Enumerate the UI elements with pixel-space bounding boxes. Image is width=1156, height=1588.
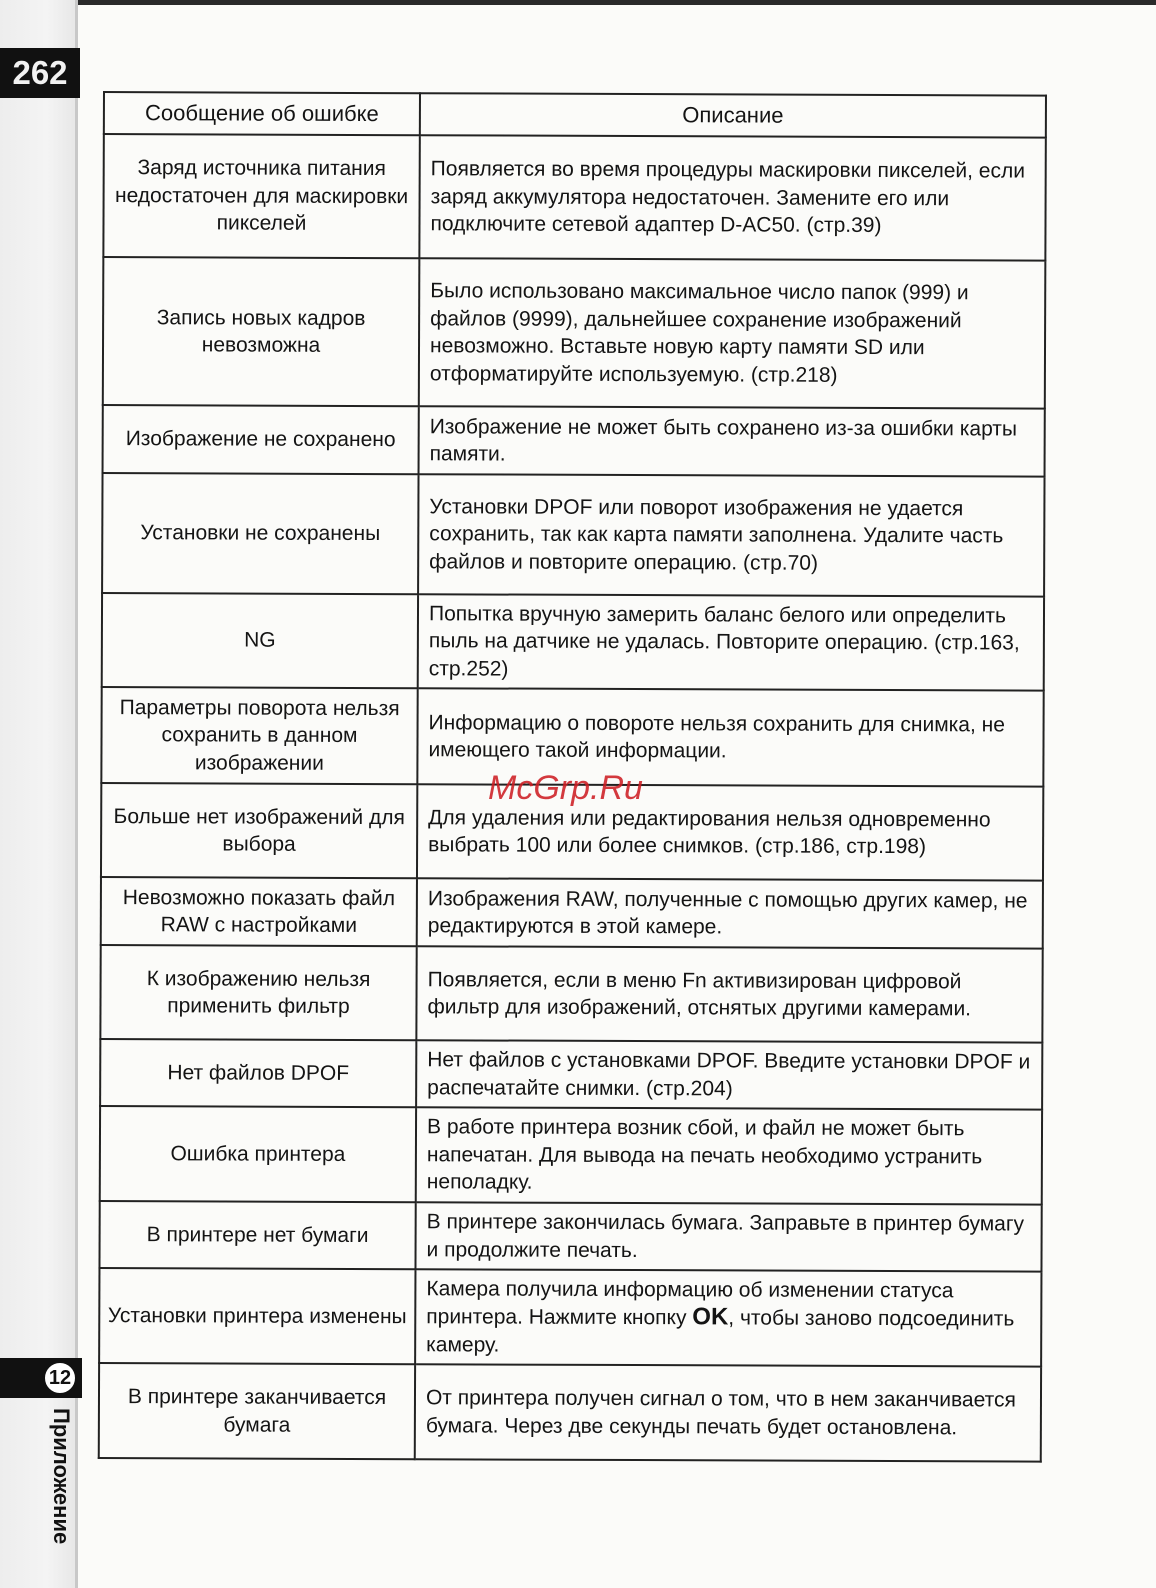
description-cell: Попытка вручную замерить баланс белого или определить пыль на датчике не удалась. Повторите операцию. (стр.163, стр.252) [418,594,1044,690]
table-header-row [104,92,1046,138]
page-margin-strip [0,0,78,1588]
error-message-cell: Невозможно показать файл RAW с настройками [101,877,417,946]
description-cell: Информацию о повороте нельзя сохранить для снимка, не имеющего такой информации. [417,688,1043,786]
error-message-cell: Нет файлов DPOF [100,1039,416,1107]
error-message-cell: Параметры поворота нельзя сохранить в данном изображении [101,687,417,784]
page-number: 262 [0,48,80,98]
description-cell: От принтера получен сигнал о том, что в нем заканчивается бумага. Через две секунды печать будет остановлена. [415,1364,1041,1461]
error-message-cell: Заряд источника питания недостаточен для маскировки пикселей [103,134,419,258]
description-cell: Было использовано максимальное число папок (999) и файлов (9999), дальнейшее сохранение изображений невозможно. Вставьте новую карту памяти SD или отформатируйте используемую. (стр.218) [419,258,1046,408]
description-cell: Нет файлов с установками DPOF. Введите установки DPOF и распечатайте снимки. (стр.204) [416,1040,1042,1109]
description-cell: В работе принтера возник сбой, и файл не может быть напечатан. Для вывода на печать необходимо устранить неполадку. [416,1107,1042,1204]
error-message-cell: NG [102,593,418,688]
error-message-cell: Запись новых кадров невозможна [103,257,420,406]
description-cell [415,1269,1041,1366]
error-message-cell: В принтере заканчивается бумага [99,1363,415,1459]
table-row [101,877,1043,949]
description-cell: Установки DPOF или поворот изображения не удается сохранить, так как карта памяти заполнена. Удалите часть файлов и повторите операцию. (стр.70) [418,474,1044,596]
error-message-cell: В принтере нет бумаги [99,1201,415,1269]
description-cell: Изображение не может быть сохранено из-за ошибки карты памяти. [419,406,1045,476]
table-row [100,1106,1042,1205]
description-text: , чтобы заново подсоединить камеру. [426,1306,1015,1357]
description-cell: Появляется, если в меню Fn активизирован цифровой фильтр для изображений, отснятых другими камерами. [416,946,1042,1042]
table-row [99,1268,1041,1367]
description-cell: Изображения RAW, полученные с помощью других камер, не редактируются в этой камере. [417,878,1043,948]
error-message-cell: Установки принтера изменены [99,1268,415,1364]
error-message-cell: Больше нет изображений для выбора [101,783,417,878]
ok-key-label: OK [692,1303,729,1331]
table-row [100,1039,1042,1110]
table-row [100,945,1042,1043]
error-message-cell: К изображению нельзя применить фильтр [100,945,416,1040]
description-cell: Появляется во время процедуры маскировки пикселей, если заряд аккумулятора недостаточен. Замените его или подключите сетевой адаптер D-AC50. (стр.39) [419,135,1045,260]
watermark: McGrp.Ru [488,769,643,807]
table-row [103,134,1045,261]
chapter-tab [0,1358,82,1398]
header-error-message: Сообщение об ошибке [104,92,420,135]
table-row [102,593,1044,691]
chapter-number-badge: 12 [42,1360,78,1396]
page-edge [75,0,78,1588]
table-row [99,1363,1041,1462]
error-message-cell: Ошибка принтера [100,1106,416,1202]
table-row [103,405,1045,477]
error-message-cell: Изображение не сохранено [103,405,419,474]
description-text: Камера получила информацию об изменении статуса принтера. Нажмите кнопку [426,1277,954,1330]
table-row [103,257,1046,409]
description-cell: Для удаления или редактирования нельзя одновременно выбрать 100 или более снимков. (стр.186, стр.198) [417,784,1043,880]
description-cell: В принтере закончилась бумага. Заправьте в принтер бумагу и продолжите печать. [415,1202,1041,1271]
table-row [102,473,1044,597]
chapter-label: Приложение [49,1408,74,1545]
error-message-cell: Установки не сохранены [102,473,418,594]
table-row [99,1201,1041,1272]
header-description: Описание [420,93,1046,137]
page-top-edge [78,0,1156,5]
